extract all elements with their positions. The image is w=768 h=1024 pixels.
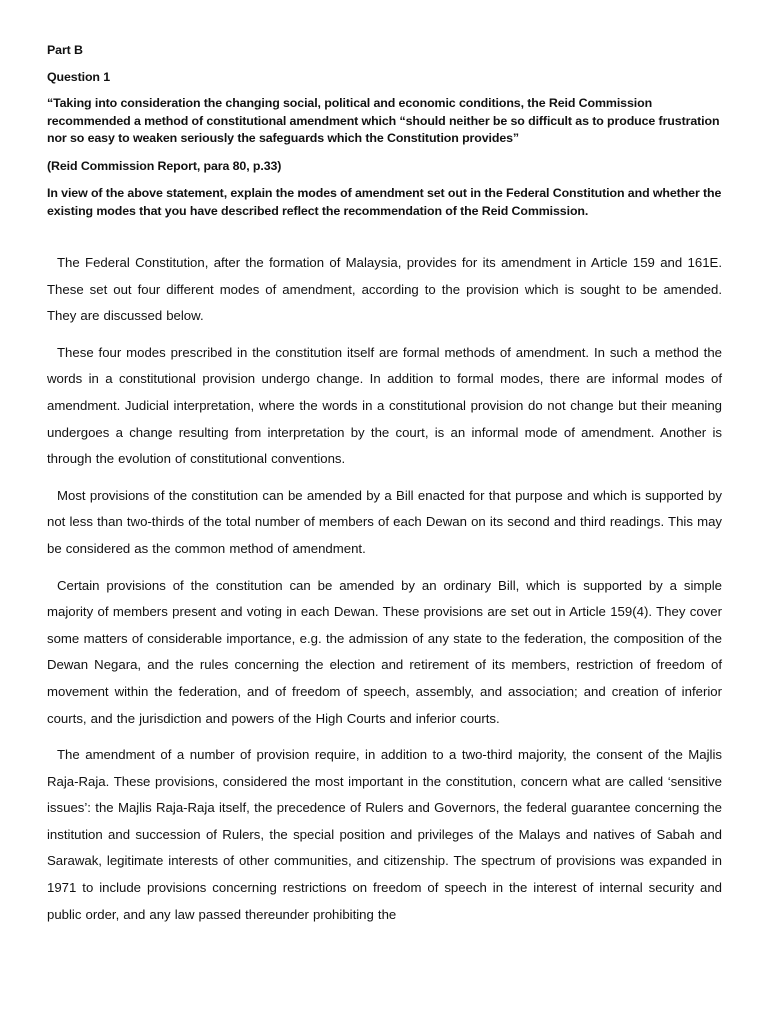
question-quote: “Taking into consideration the changing social, political and economic conditions, the Reid Commission recommended a method of constitutional amendment which “should neither be so difficult as to produce frustration nor so easy to weaken seriously the safeguards which the Constitution provides” bbox=[47, 96, 720, 145]
answer-paragraph: Most provisions of the constitution can be amended by a Bill enacted for that purpose and which is supported by not less than two-thirds of the total number of members of each Dewan on its second and third readings. This may be considered as the common method of amendment. bbox=[47, 487, 722, 556]
question-heading: Question 1 bbox=[47, 69, 111, 84]
answer-paragraph: Certain provisions of the constitution can be amended by an ordinary Bill, which is supported by a simple majority of members present and voting in each Dewan. These provisions are set out in Article 159(4). They cover some matters of considerable importance, e.g. the admission of any state to the federation, the composition of the Dewan Negara, and the rules concerning the election and retirement of its members, restriction of freedom of movement within the federation, and of freedom of speech, assembly, and association; and creation of inferior courts, and the jurisdiction and powers of the High Courts and inferior courts. bbox=[47, 577, 722, 726]
quote-source: (Reid Commission Report, para 80, p.33) bbox=[47, 158, 282, 173]
question-instruction: In view of the above statement, explain the modes of amendment set out in the Federal Constitution and whether the existing modes that you have described reflect the recommendation of the Reid Commission. bbox=[47, 186, 722, 218]
document-page bbox=[47, 42, 722, 938]
answer-body bbox=[47, 250, 722, 928]
answer-paragraph: The amendment of a number of provision require, in addition to a two-third majority, the consent of the Majlis Raja-Raja. These provisions, considered the most important in the constitution, concern what are called ‘sensitive issues’: the Majlis Raja-Raja itself, the precedence of Rulers and Governors, the federal guarantee concerning the institution and succession of Rulers, the special position and privileges of the Malays and natives of Sabah and Sarawak, legitimate interests of other communities, and citizenship. The spectrum of provisions was expanded in 1971 to include provisions concerning restrictions on freedom of speech in the interest of internal security and public order, and any law passed thereunder prohibiting the bbox=[47, 747, 722, 922]
part-heading: Part B bbox=[47, 43, 83, 57]
answer-paragraph: These four modes prescribed in the constitution itself are formal methods of amendment. In such a method the words in a constitutional provision undergo change. In addition to formal modes, there are informal modes of amendment. Judicial interpretation, where the words in a constitutional provision do not change but their meaning undergoes a change resulting from interpretation by the court, is an informal mode of amendment. Another is through the evolution of constitutional conventions. bbox=[47, 344, 722, 467]
answer-paragraph: The Federal Constitution, after the formation of Malaysia, provides for its amendment in Article 159 and 161E. These set out four different modes of amendment, according to the provision which is sought to be amended. They are discussed below. bbox=[47, 255, 722, 324]
